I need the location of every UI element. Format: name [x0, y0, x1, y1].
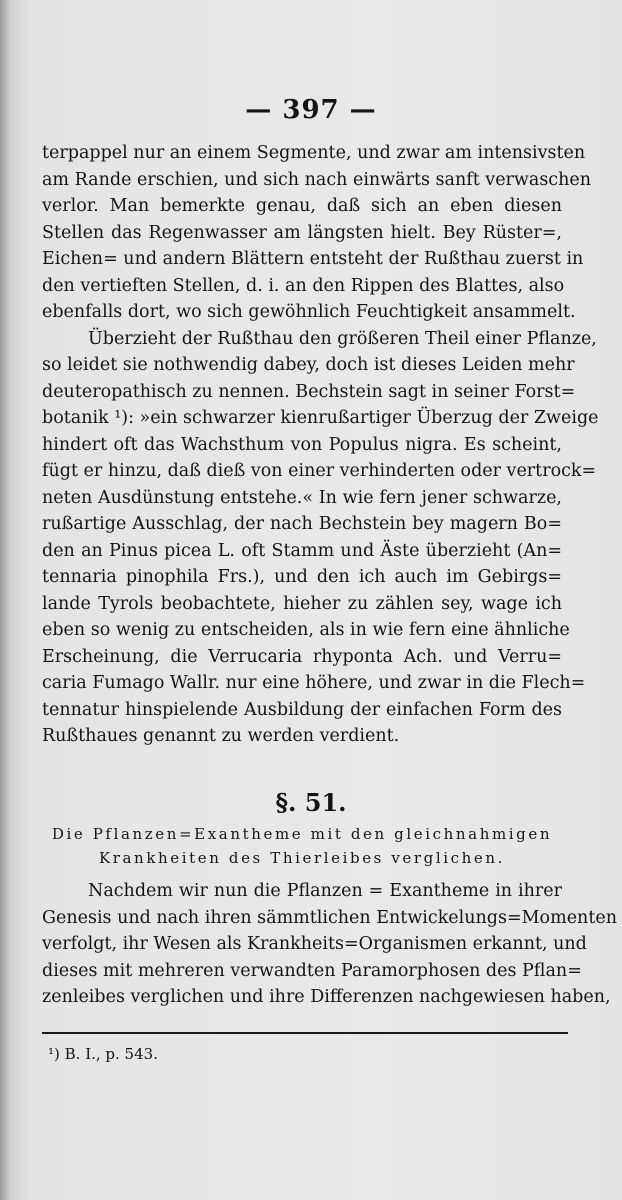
footnote-divider [42, 1032, 568, 1034]
text-line: am Rande erschien, und sich nach einwärts sanft verwaschen [42, 169, 592, 190]
text-line: terpappel nur an einem Segmente, und zwar am intensivsten [42, 143, 586, 163]
section-title-line: Die Pflanzen=Exantheme mit den gleichnahmigen [51, 825, 553, 843]
text-line: hindert oft das Wachsthum von Populus nigra. Es scheint, [42, 434, 562, 455]
section-number: §. 51. [275, 788, 347, 817]
paragraph-2 [42, 326, 599, 750]
text-line: rußartige Ausschlag, der nach Bechstein bey magern Bo= [42, 514, 562, 534]
paragraph-3 [42, 878, 617, 1011]
text-line: Erscheinung, die Verrucaria rhyponta Ach. und Verru= [42, 646, 562, 667]
text-line: so leidet sie nothwendig dabey, doch ist dieses Leiden mehr [42, 355, 575, 375]
text-line: lande Tyrols beobachtete, hieher zu zählen sey, wage ich [42, 593, 562, 614]
text-line: caria Fumago Wallr. nur eine höhere, und zwar in die Flech= [42, 673, 586, 693]
text-line: verlor. Man bemerkte genau, daß sich an eben diesen [42, 196, 562, 216]
text-line: tennatur hinspielende Ausbildung der einfachen Form des [42, 699, 562, 720]
section-title [42, 822, 562, 870]
text-line: Überzieht der Rußthau den größeren Theil einer Pflanze, [88, 328, 597, 349]
main-text [42, 140, 599, 750]
text-line: eben so wenig zu entscheiden, als in wie fern eine ähnliche [42, 620, 570, 640]
text-line: zenleibes verglichen und ihre Differenzen nachgewiesen haben, [42, 987, 611, 1007]
footnote: ¹) B. I., p. 543. [48, 1045, 158, 1063]
paragraph-1 [42, 140, 592, 326]
text-line: Genesis und nach ihren sämmtlichen Entwickelungs=Momenten [42, 907, 617, 928]
text-line: fügt er hinzu, daß dieß von einer verhinderten oder vertrock= [42, 461, 597, 481]
text-line: Stellen das Regenwasser am längsten hielt. Bey Rüster=, [42, 222, 562, 243]
text-line: neten Ausdünstung entstehe.« In wie fern jener schwarze, [42, 487, 562, 508]
text-line: Eichen= und andern Blättern entsteht der Rußthau zuerst in [42, 249, 584, 269]
text-line: deuteropathisch zu nennen. Bechstein sagt in seiner Forst= [42, 381, 576, 402]
text-line: den an Pinus picea L. oft Stamm und Äste überzieht (An= [42, 540, 562, 561]
text-line: Rußthaues genannt zu werden verdient. [42, 726, 400, 746]
page-number-header: — 397 — [245, 95, 377, 125]
text-line: Nachdem wir nun die Pflanzen = Exantheme in ihrer [88, 881, 562, 901]
text-line: den vertieften Stellen, d. i. an den Rippen des Blattes, also [42, 275, 565, 296]
text-line: dieses mit mehreren verwandten Paramorphosen des Pflan= [42, 960, 582, 981]
text-line: verfolgt, ihr Wesen als Krankheits=Organismen erkannt, und [42, 934, 587, 954]
text-line: botanik ¹): »ein schwarzer kienrußartiger Überzug der Zweige [42, 408, 599, 428]
text-line: ebenfalls dort, wo sich gewöhnlich Feuchtigkeit ansammelt. [42, 302, 576, 322]
text-line: tennaria pinophila Frs.), und den ich auch im Gebirgs= [42, 567, 562, 587]
section-title-line: Krankheiten des Thierleibes verglichen. [98, 849, 506, 867]
